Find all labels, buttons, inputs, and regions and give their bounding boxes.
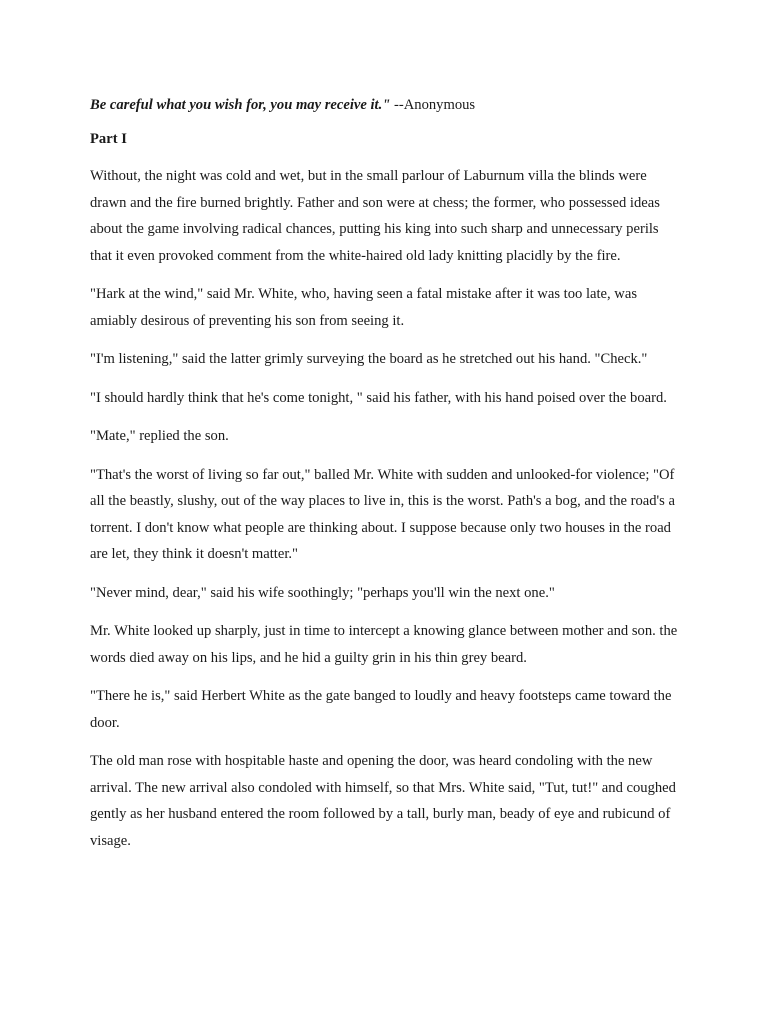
epigraph-attribution: --Anonymous bbox=[390, 97, 476, 113]
epigraph-quote: Be careful what you wish for, you may receive it." bbox=[90, 97, 391, 113]
epigraph bbox=[90, 92, 680, 119]
paragraph-4: "I should hardly think that he's come tonight, " said his father, with his hand poised over the board. bbox=[90, 389, 667, 406]
paragraph-5: "Mate," replied the son. bbox=[90, 428, 229, 444]
paragraph-7: "Never mind, dear," said his wife soothingly; "perhaps you'll win the next one." bbox=[90, 584, 555, 601]
paragraph-3: "I'm listening," said the latter grimly surveying the board as he stretched out his hand. "Check." bbox=[90, 351, 648, 367]
paragraph-2: "Hark at the wind," said Mr. White, who, having seen a fatal mistake after it was too late, was amiably desirous of preventing his son from seeing it. bbox=[90, 286, 638, 329]
section-heading: Part I bbox=[90, 130, 127, 147]
document-page bbox=[90, 92, 680, 866]
paragraph-1: Without, the night was cold and wet, but in the small parlour of Laburnum villa the blinds were drawn and the fire burned brightly. Father and son were at chess; the former, who possessed ideas about the game involving radical chances, putting his king into such sharp and unnecessary perils that it even provoked comment from the white-haired old lady knitting placidly by the fire. bbox=[90, 168, 660, 264]
paragraph-8: Mr. White looked up sharply, just in time to intercept a knowing glance between mother and son. the words died away on his lips, and he hid a guilty grin in his thin grey beard. bbox=[90, 623, 678, 666]
paragraph-9: "There he is," said Herbert White as the gate banged to loudly and heavy footsteps came toward the door. bbox=[90, 688, 672, 731]
paragraph-10: The old man rose with hospitable haste and opening the door, was heard condoling with the new arrival. The new arrival also condoled with himself, so that Mrs. White said, "Tut, tut!" and coughed gently as her husband entered the room followed by a tall, burly man, beady of eye and rubicund of visage. bbox=[90, 753, 676, 849]
paragraph-6: "That's the worst of living so far out," balled Mr. White with sudden and unlooked-for violence; "Of all the beastly, slushy, out of the way places to live in, this is the worst. Path's a bog, and the road's a torrent. I don't know what people are thinking about. I suppose because only two houses in the road are let, they think it doesn't matter." bbox=[90, 466, 675, 562]
